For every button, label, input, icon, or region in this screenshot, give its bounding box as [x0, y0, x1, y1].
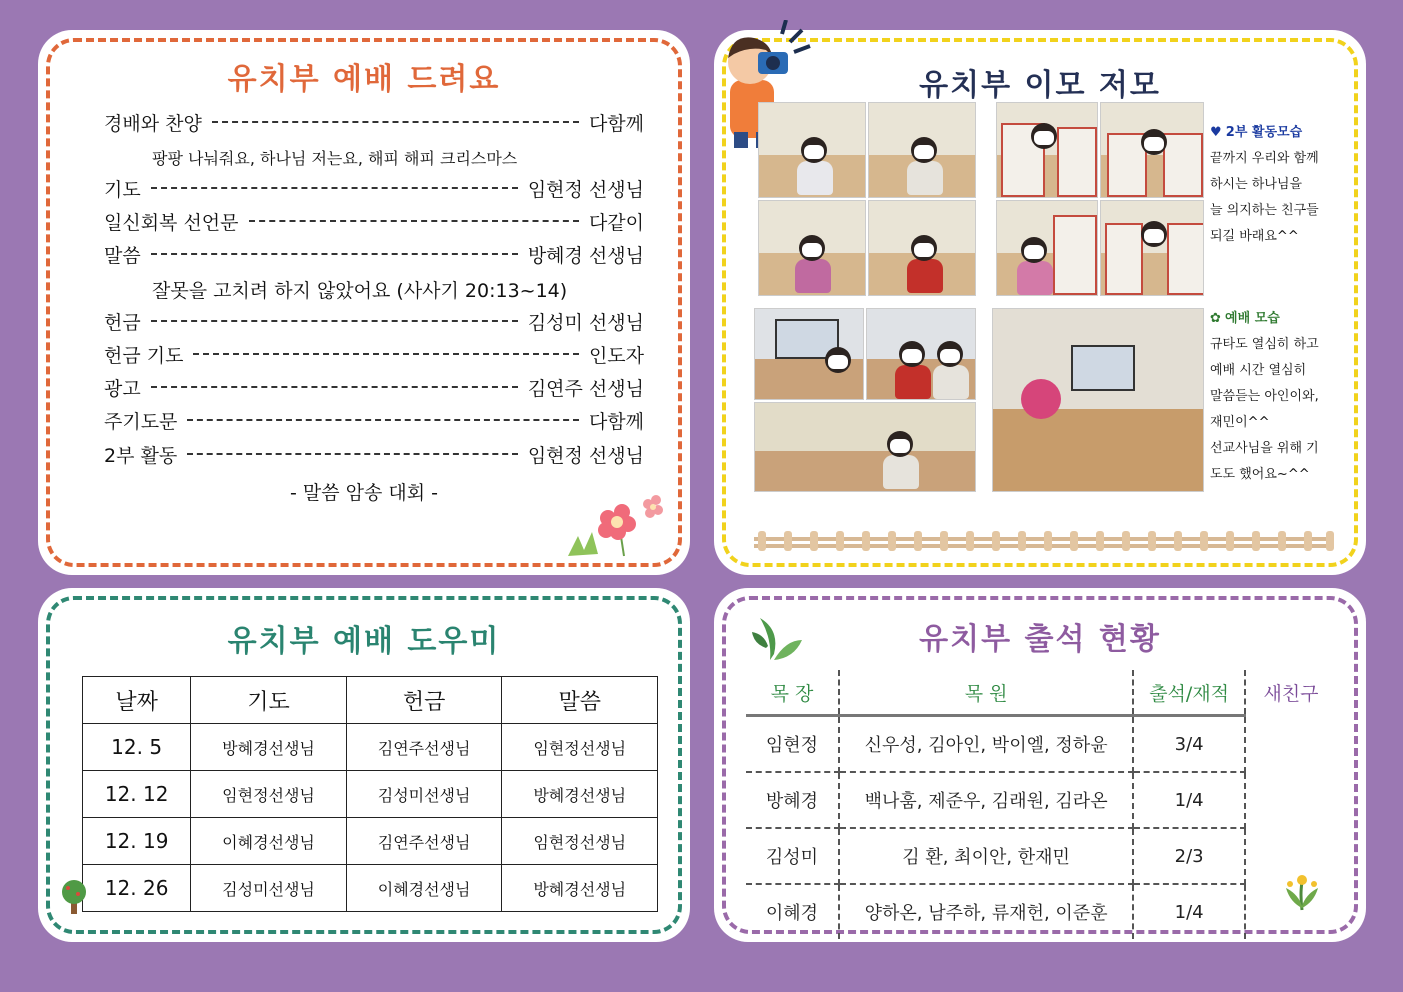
- table-row: [746, 716, 1336, 773]
- worship-photo: [754, 402, 976, 492]
- order-row-label: 일신회복 선언문: [104, 211, 239, 234]
- order-row-label: 경배와 찬양: [104, 112, 202, 135]
- note-line: 도도 했어요~^^: [1210, 467, 1310, 482]
- note-line: 늘 의지하는 친구들: [1210, 203, 1319, 218]
- order-row-leader: 다같이: [588, 211, 644, 234]
- leader-dots: [187, 419, 579, 421]
- table-row: [83, 771, 658, 818]
- note-heading: 예배 모습: [1225, 311, 1280, 326]
- worship-photo: [754, 308, 864, 400]
- column-header: 말씀: [502, 677, 658, 724]
- date-cell: 12. 12: [83, 771, 191, 818]
- prayer-cell: 임현정선생님: [191, 771, 347, 818]
- prayer-cell: 방혜경선생님: [191, 724, 347, 771]
- sermon-cell: 임현정선생님: [502, 724, 658, 771]
- note-line: 선교사님을 위해 기: [1210, 441, 1319, 456]
- order-row-leader: 다함께: [588, 112, 644, 135]
- shepherd-cell: 김성미: [746, 828, 839, 884]
- note-line: 하시는 하나님을: [1210, 177, 1303, 192]
- activity-photo: [1100, 200, 1204, 296]
- order-row-label: 주기도문: [104, 410, 178, 433]
- worship-order-title: 유치부 예배 드려요: [227, 62, 501, 97]
- memory-verse-contest: - 말씀 암송 대회 -: [290, 482, 438, 504]
- table-row: [83, 865, 658, 912]
- sermon-cell: 임현정선생님: [502, 818, 658, 865]
- members-cell: 김 환, 최이안, 한재민: [839, 828, 1133, 884]
- worship-photo: [866, 308, 976, 400]
- table-header-row: [83, 677, 658, 724]
- photos-card: [714, 30, 1366, 575]
- order-row-leader: 김연주 선생님: [527, 377, 644, 400]
- table-row: [746, 884, 1336, 939]
- order-row: [104, 440, 644, 468]
- order-row-label: 헌금: [104, 311, 141, 334]
- activity-photo: [868, 200, 976, 296]
- order-row-leader: 방혜경 선생님: [527, 244, 644, 267]
- column-header: 기도: [191, 677, 347, 724]
- offering-cell: 김연주선생님: [346, 818, 502, 865]
- leader-dots: [151, 187, 518, 189]
- leader-dots: [193, 353, 578, 355]
- column-header: 목 장: [746, 670, 839, 716]
- table-header-row: [746, 670, 1336, 716]
- date-cell: 12. 5: [83, 724, 191, 771]
- order-row: [104, 373, 644, 401]
- table-row: [83, 724, 658, 771]
- worship-note: [1210, 306, 1350, 488]
- order-row-label: 광고: [104, 377, 141, 400]
- order-row: [104, 406, 644, 434]
- sermon-cell: 방혜경선생님: [502, 771, 658, 818]
- helpers-table: [82, 676, 658, 912]
- note-line: 규타도 열심히 하고: [1210, 337, 1319, 352]
- order-row: [104, 174, 644, 202]
- flower-icon: [564, 490, 674, 560]
- heart-icon: ♥: [1210, 125, 1222, 140]
- note-line: 끝까지 우리와 함께: [1210, 151, 1319, 166]
- attendance-cell: 2/3: [1133, 828, 1245, 884]
- prayer-cell: 이혜경선생님: [191, 818, 347, 865]
- members-cell: 신우성, 김아인, 박이엘, 정하윤: [839, 716, 1133, 773]
- note-heading: 2부 활동모습: [1225, 125, 1303, 140]
- date-cell: 12. 26: [83, 865, 191, 912]
- activity-photo: [868, 102, 976, 198]
- note-line: 되길 바래요^^: [1210, 229, 1299, 244]
- shepherd-cell: 방혜경: [746, 772, 839, 828]
- attendance-cell: 1/4: [1133, 884, 1245, 939]
- order-row-leader: 임현정 선생님: [527, 178, 644, 201]
- order-row-leader: 김성미 선생님: [527, 311, 644, 334]
- activity-note: [1210, 120, 1350, 250]
- column-header: 목 원: [839, 670, 1133, 716]
- helpers-card: [38, 588, 690, 942]
- order-row-leader: 인도자: [588, 344, 644, 367]
- attendance-cell: 3/4: [1133, 716, 1245, 773]
- column-header: 출석/재적: [1133, 670, 1245, 716]
- new-friend-cell: [1245, 772, 1336, 828]
- note-line: 말씀듣는 아인이와,: [1210, 389, 1319, 404]
- offering-cell: 이혜경선생님: [346, 865, 502, 912]
- table-row: [83, 818, 658, 865]
- photos-title: 유치부 이모 저모: [919, 68, 1161, 103]
- clover-icon: ✿: [1210, 311, 1221, 326]
- activity-photo: [996, 200, 1098, 296]
- leader-dots: [151, 253, 518, 255]
- helpers-title: 유치부 예배 도우미: [227, 624, 501, 659]
- order-row: [104, 307, 644, 335]
- prayer-cell: 김성미선생님: [191, 865, 347, 912]
- shepherd-cell: 이혜경: [746, 884, 839, 939]
- column-header: 날짜: [83, 677, 191, 724]
- column-header: 헌금: [346, 677, 502, 724]
- order-row: [104, 240, 644, 268]
- activity-photo: [758, 102, 866, 198]
- offering-cell: 김성미선생님: [346, 771, 502, 818]
- order-row: [104, 108, 644, 136]
- attendance-cell: 1/4: [1133, 772, 1245, 828]
- attendance-table: [746, 670, 1336, 939]
- offering-cell: 김연주선생님: [346, 724, 502, 771]
- leader-dots: [212, 121, 579, 123]
- note-line: 예배 시간 열심히: [1210, 363, 1307, 378]
- tree-icon: [58, 876, 90, 916]
- new-friend-cell: [1245, 716, 1336, 773]
- activity-photo: [996, 102, 1098, 198]
- shepherd-cell: 임현정: [746, 716, 839, 773]
- table-row: [746, 772, 1336, 828]
- table-row: [746, 828, 1336, 884]
- order-row: [104, 340, 644, 368]
- worship-order-card: [38, 30, 690, 575]
- attendance-title: 유치부 출석 현황: [919, 622, 1161, 657]
- activity-photo: [758, 200, 866, 296]
- order-row-label: 기도: [104, 178, 141, 201]
- leader-dots: [151, 386, 518, 388]
- order-row-leader: 다함께: [588, 410, 644, 433]
- attendance-card: [714, 588, 1366, 942]
- worship-photo: [992, 308, 1204, 492]
- note-line: 재민이^^: [1210, 415, 1270, 430]
- leader-dots: [187, 453, 518, 455]
- members-cell: 백나훔, 제준우, 김래원, 김라온: [839, 772, 1133, 828]
- leader-dots: [151, 320, 518, 322]
- order-row-label: 헌금 기도: [104, 344, 184, 367]
- sermon-cell: 방혜경선생님: [502, 865, 658, 912]
- fence-decoration: [754, 529, 1334, 551]
- sermon-title: 잘못을 고치려 하지 않았어요 (사사기 20:13~14): [152, 280, 568, 302]
- sprout-icon: [1280, 872, 1324, 912]
- leader-dots: [249, 220, 579, 222]
- song-list: 팡팡 나눠줘요, 하나님 저는요, 해피 해피 크리스마스: [152, 149, 518, 168]
- date-cell: 12. 19: [83, 818, 191, 865]
- order-row-label: 말씀: [104, 244, 141, 267]
- order-row-label: 2부 활동: [104, 444, 178, 467]
- activity-photo: [1100, 102, 1204, 198]
- order-row: [104, 207, 644, 235]
- column-header: 새친구: [1263, 683, 1319, 706]
- members-cell: 양하온, 남주하, 류재헌, 이준훈: [839, 884, 1133, 939]
- order-row-leader: 임현정 선생님: [527, 444, 644, 467]
